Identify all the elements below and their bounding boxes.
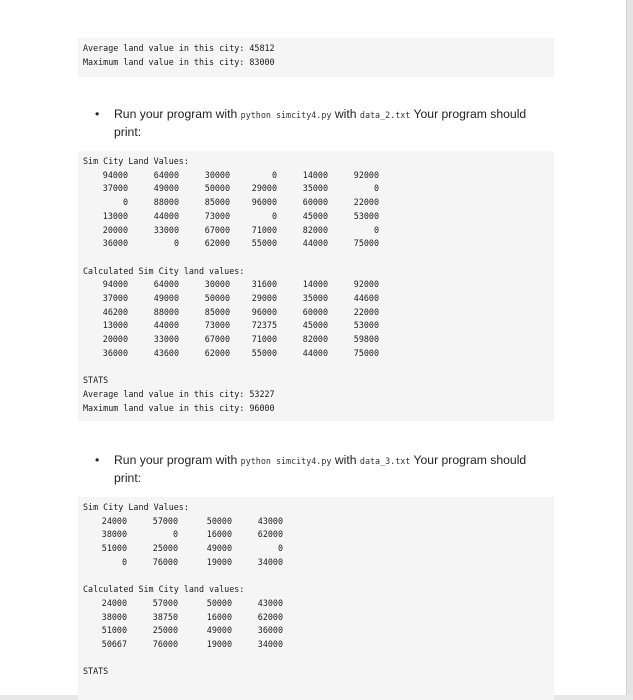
table-cell: 30000 xyxy=(204,169,230,180)
output-code-block-2 xyxy=(78,151,554,421)
table-cell: 36000 xyxy=(257,625,283,636)
table-cell: 0 xyxy=(373,183,379,194)
table-cell: 37000 xyxy=(102,292,128,303)
table-cell: 76000 xyxy=(152,638,178,649)
table-cell: 34000 xyxy=(257,638,283,649)
table-cell: 22000 xyxy=(353,306,379,317)
blank-line xyxy=(83,361,554,375)
table-cell: 96000 xyxy=(251,306,277,317)
table-cell: 96000 xyxy=(251,197,277,208)
table-cell: 36000 xyxy=(102,238,128,249)
table-cell: 71000 xyxy=(251,334,277,345)
table-cell: 19000 xyxy=(206,638,232,649)
table-cell: 49000 xyxy=(153,292,179,303)
table-cell: 73000 xyxy=(204,320,230,331)
right-edge xyxy=(627,0,633,700)
table-cell: 71000 xyxy=(251,224,277,235)
calculated-values-grid xyxy=(83,597,283,652)
table-cell: 60000 xyxy=(302,197,328,208)
grid-title: Sim City Land Values: xyxy=(83,502,189,512)
table-cell: 92000 xyxy=(353,279,379,290)
grid-title: Sim City Land Values: xyxy=(83,156,189,166)
table-cell: 30000 xyxy=(204,279,230,290)
table-row xyxy=(83,196,379,210)
table-cell: 67000 xyxy=(204,224,230,235)
table-cell: 16000 xyxy=(206,611,232,622)
table-cell: 13000 xyxy=(102,320,128,331)
table-row xyxy=(83,292,379,306)
table-row xyxy=(83,182,379,196)
table-cell: 82000 xyxy=(302,334,328,345)
table-cell: 50000 xyxy=(206,515,232,526)
average-line: Average land value in this city: 53227 xyxy=(83,388,275,399)
table-cell: 16000 xyxy=(206,529,232,540)
table-cell: 62000 xyxy=(257,611,283,622)
maximum-line: Maximum land value in this city: 83000 xyxy=(83,56,275,67)
table-cell: 29000 xyxy=(251,183,277,194)
table-cell: 57000 xyxy=(152,515,178,526)
table-cell: 44000 xyxy=(302,347,328,358)
table-cell: 0 xyxy=(373,224,379,235)
table-cell: 45000 xyxy=(302,210,328,221)
table-cell: 82000 xyxy=(302,224,328,235)
instruction-with: with xyxy=(334,107,357,121)
table-cell: 67000 xyxy=(204,334,230,345)
stats-code-block-1 xyxy=(78,38,554,77)
table-row xyxy=(83,224,379,238)
table-cell: 38750 xyxy=(152,611,178,622)
table-cell: 31600 xyxy=(251,279,277,290)
table-cell: 85000 xyxy=(204,197,230,208)
table-cell: 25000 xyxy=(152,625,178,636)
table-cell: 94000 xyxy=(102,169,128,180)
table-cell: 85000 xyxy=(204,306,230,317)
table-cell: 88000 xyxy=(153,197,179,208)
blank-line xyxy=(83,652,554,666)
table-row xyxy=(83,319,379,333)
table-cell: 50000 xyxy=(206,597,232,608)
table-row xyxy=(83,556,283,570)
table-cell: 88000 xyxy=(153,306,179,317)
table-cell: 62000 xyxy=(257,529,283,540)
table-cell: 14000 xyxy=(302,279,328,290)
table-cell: 38000 xyxy=(101,611,127,622)
instruction-text xyxy=(114,452,554,486)
table-cell: 50000 xyxy=(204,183,230,194)
table-cell: 57000 xyxy=(152,597,178,608)
table-cell: 14000 xyxy=(302,169,328,180)
table-cell: 44000 xyxy=(153,210,179,221)
instruction-rest: Your program should print: xyxy=(114,453,527,485)
table-cell: 92000 xyxy=(353,169,379,180)
table-row xyxy=(83,597,283,611)
table-cell: 43600 xyxy=(153,347,179,358)
instruction-run: Run your program with xyxy=(114,107,238,121)
stats-label: STATS xyxy=(83,375,109,386)
table-cell: 36000 xyxy=(102,347,128,358)
table-cell: 0 xyxy=(172,529,178,540)
filename-code: data_2.txt xyxy=(359,110,411,120)
table-cell: 0 xyxy=(271,210,277,221)
table-cell: 19000 xyxy=(206,556,232,567)
stats-label: STATS xyxy=(83,666,109,677)
table-cell: 76000 xyxy=(152,556,178,567)
instruction-rest: Your program should print: xyxy=(114,107,527,139)
table-cell: 55000 xyxy=(251,238,277,249)
calc-grid-title: Calculated Sim City land values: xyxy=(83,584,245,595)
table-cell: 0 xyxy=(122,197,128,208)
table-cell: 53000 xyxy=(353,210,379,221)
table-cell: 59800 xyxy=(353,334,379,345)
table-cell: 49000 xyxy=(206,543,232,554)
table-cell: 45000 xyxy=(302,320,328,331)
table-cell: 49000 xyxy=(153,183,179,194)
table-cell: 0 xyxy=(277,543,283,554)
command-code: python simcity4.py xyxy=(240,110,332,120)
instruction-run: Run your program with xyxy=(114,453,238,467)
calculated-values-grid xyxy=(83,278,379,360)
table-cell: 43000 xyxy=(257,597,283,608)
table-cell: 34000 xyxy=(257,556,283,567)
table-cell: 44600 xyxy=(353,292,379,303)
table-cell: 13000 xyxy=(102,210,128,221)
table-row xyxy=(83,169,379,183)
table-cell: 60000 xyxy=(302,306,328,317)
table-cell: 44000 xyxy=(153,320,179,331)
table-cell: 75000 xyxy=(353,238,379,249)
table-cell: 55000 xyxy=(251,347,277,358)
table-row xyxy=(83,542,283,556)
table-row xyxy=(83,347,379,361)
table-cell: 75000 xyxy=(353,347,379,358)
blank-line xyxy=(83,570,554,584)
table-row xyxy=(83,611,283,625)
table-cell: 46200 xyxy=(102,306,128,317)
table-row xyxy=(83,515,283,529)
table-cell: 29000 xyxy=(251,292,277,303)
table-row xyxy=(83,237,379,251)
table-cell: 20000 xyxy=(102,334,128,345)
table-cell: 35000 xyxy=(302,183,328,194)
table-cell: 64000 xyxy=(153,169,179,180)
table-cell: 64000 xyxy=(153,279,179,290)
table-row xyxy=(83,278,379,292)
land-values-grid xyxy=(83,169,379,251)
table-cell: 72375 xyxy=(251,320,277,331)
table-cell: 24000 xyxy=(101,515,127,526)
table-cell: 53000 xyxy=(353,320,379,331)
table-cell: 50667 xyxy=(101,638,127,649)
table-row xyxy=(83,624,283,638)
maximum-line: Maximum land value in this city: 96000 xyxy=(83,402,275,413)
instruction-with: with xyxy=(334,453,357,467)
bullet-marker: • xyxy=(95,453,100,467)
table-cell: 0 xyxy=(121,556,127,567)
command-code: python simcity4.py xyxy=(240,456,332,466)
land-values-grid xyxy=(83,515,283,570)
output-code-block-3 xyxy=(78,497,554,700)
table-cell: 62000 xyxy=(204,347,230,358)
table-row xyxy=(83,333,379,347)
table-cell: 22000 xyxy=(353,197,379,208)
table-cell: 62000 xyxy=(204,238,230,249)
table-row xyxy=(83,306,379,320)
table-row xyxy=(83,528,283,542)
table-cell: 0 xyxy=(173,238,179,249)
average-line: Average land value in this city: 45812 xyxy=(83,43,275,53)
filename-code: data_3.txt xyxy=(359,456,411,466)
table-cell: 73000 xyxy=(204,210,230,221)
table-cell: 44000 xyxy=(302,238,328,249)
table-cell: 24000 xyxy=(101,597,127,608)
instruction-text xyxy=(114,106,554,140)
table-cell: 33000 xyxy=(153,334,179,345)
table-cell: 51000 xyxy=(101,625,127,636)
calc-grid-title: Calculated Sim City land values: xyxy=(83,265,245,276)
table-cell: 35000 xyxy=(302,292,328,303)
table-cell: 25000 xyxy=(152,543,178,554)
bullet-marker: • xyxy=(95,107,100,121)
table-cell: 49000 xyxy=(206,625,232,636)
table-cell: 50000 xyxy=(204,292,230,303)
blank-line xyxy=(83,251,554,265)
table-cell: 0 xyxy=(271,169,277,180)
table-cell: 51000 xyxy=(101,543,127,554)
table-cell: 94000 xyxy=(102,279,128,290)
table-cell: 37000 xyxy=(102,183,128,194)
table-cell: 38000 xyxy=(101,529,127,540)
table-cell: 20000 xyxy=(102,224,128,235)
table-row xyxy=(83,638,283,652)
table-cell: 33000 xyxy=(153,224,179,235)
table-row xyxy=(83,210,379,224)
table-cell: 43000 xyxy=(257,515,283,526)
